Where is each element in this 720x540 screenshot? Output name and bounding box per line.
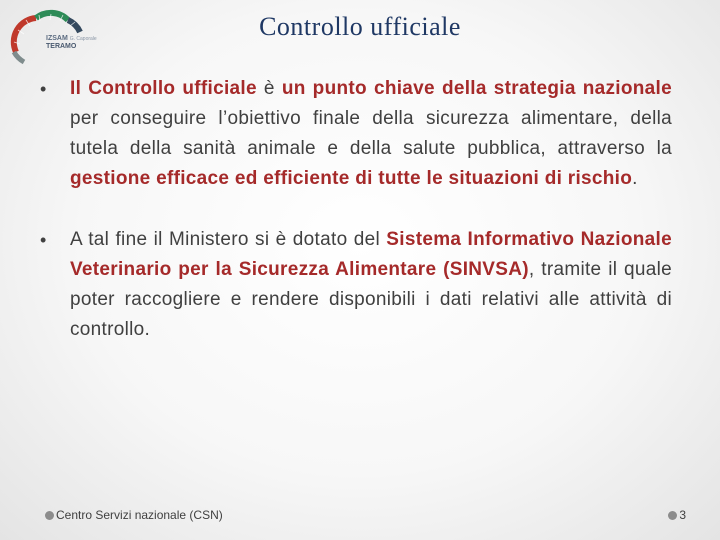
logo-city: TERAMO xyxy=(46,43,77,50)
footer-text: Centro Servizi nazionale (CSN) xyxy=(56,508,223,522)
highlighted-text: Sistema Informativo Nazionale Veterinario per la Sicurezza Alimentare (SINVSA) xyxy=(70,229,672,280)
page-number: 3 xyxy=(679,508,686,522)
body-text: è xyxy=(256,78,282,99)
logo-tagline: G. Caporale xyxy=(69,36,97,42)
bullet-item xyxy=(40,74,672,194)
bullet-dot-icon: • xyxy=(40,230,47,250)
bullet-dot-icon: • xyxy=(40,79,47,99)
body-text: A tal fine il Ministero si è dotato del xyxy=(70,229,387,250)
highlighted-text: gestione efficace ed efficiente di tutte le situazioni di rischio xyxy=(70,168,633,189)
page-dot-icon xyxy=(668,511,677,520)
slide-title: Controllo ufficiale xyxy=(259,12,461,41)
footer-left xyxy=(45,508,223,522)
logo-org: IZSAM xyxy=(46,35,68,42)
footer-right xyxy=(668,508,686,522)
body-text: . xyxy=(632,168,638,189)
body-text: per conseguire l’obiettivo finale della sicurezza alimentare, della tutela della sanità animale e della salute pubblica, attraverso la xyxy=(70,108,672,159)
bullet-list xyxy=(40,74,672,345)
bullet-item xyxy=(40,225,672,345)
highlighted-text: Il Controllo ufficiale xyxy=(70,78,257,99)
highlighted-text: un punto chiave della strategia nazionale xyxy=(281,78,672,99)
footer-dot-icon xyxy=(45,511,54,520)
body-text: , tramite il quale poter raccogliere e rendere disponibili i dati relativi alle attività di controllo. xyxy=(70,259,672,340)
